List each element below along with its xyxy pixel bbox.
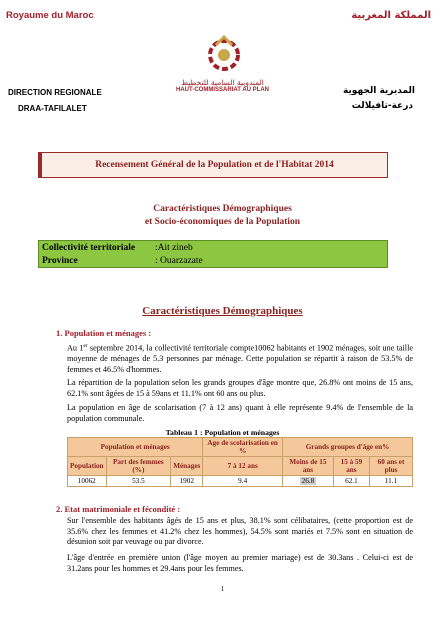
th-moins-15: Moins de 15 ans xyxy=(283,457,334,476)
td-60-plus: 11.1 xyxy=(370,476,413,487)
header-country-ar: المملكة المغربية xyxy=(351,10,431,21)
td-menages: 1902 xyxy=(171,476,203,487)
section-title: Caractéristiques Démographiques xyxy=(142,305,303,317)
th-group-pop-menages: Population et ménages xyxy=(68,438,203,457)
census-title-banner xyxy=(38,152,388,178)
td-moins-15: 26.8 xyxy=(301,477,315,485)
th-group-age: Grands groupes d'âge en% xyxy=(283,438,413,457)
td-7-12: 9.4 xyxy=(203,476,283,487)
td-part-femmes: 53.5 xyxy=(106,476,171,487)
subtitle-line1: Caractéristiques Démographiques xyxy=(153,204,292,214)
logo-arabic-text: المندوبية السامية للتخطيط xyxy=(181,78,264,87)
direction-line2: DRAA-TAFILALET xyxy=(18,104,87,113)
locality-value-province: : Ouarzazate xyxy=(155,256,203,266)
s1-paragraph-3: La population en âge de scolarisation (7 à 12 ans) quant à elle représente 9.4% de l'ensemble de la population communale. xyxy=(67,403,413,423)
page-number: 1 xyxy=(220,585,225,593)
th-menages: Ménages xyxy=(171,457,203,476)
th-15-59: 15 à 59 ans xyxy=(333,457,369,476)
th-60-plus: 60 ans et plus xyxy=(370,457,413,476)
census-title: Recensement Général de la Population et de l'Habitat 2014 xyxy=(95,160,334,170)
table-caption: Tableau 1 : Population et ménages xyxy=(165,428,280,437)
direction-line1: DIRECTION REGIONALE xyxy=(8,88,102,97)
locality-box xyxy=(38,240,388,268)
s1-p1-a: Au 1 xyxy=(67,343,84,353)
s1-paragraph-2: La répartition de la population selon les grands groupes d'âge montre que, 26.8% ont moins de 15 ans, 62.1% sont âgées de 15 à 59ans et 11.1% ont 60 ans ou plus. xyxy=(67,378,413,398)
header-country-fr: Royaume du Maroc xyxy=(6,10,94,21)
td-population: 10062 xyxy=(68,476,107,487)
s2-paragraph-2: L'âge d'entrée en première union (l'âge moyen au premier mariage) est de 30.3ans . Celui-ci est de 31.2ans pour les hommes et 29.4ans pour les femmes. xyxy=(67,553,413,573)
s1-p1-sup: er xyxy=(83,343,88,349)
locality-label-province: Province xyxy=(42,256,78,266)
s1-p1-b: septembre 2014, la collectivité territoriale compte10062 habitants et 1902 ménages, soit une taille moyenne de ménages de 5.3 personnes par ménage. Cette population se répartit à raison de 53.5% de femmes et 46.5% d'hommes. xyxy=(67,343,413,374)
s1-paragraph-1 xyxy=(67,341,413,375)
direction-ar-line1: المديرية الجهوية xyxy=(342,86,415,96)
td-15-59: 62.1 xyxy=(333,476,369,487)
th-population: Population xyxy=(68,457,107,476)
th-part-femmes: Part des femmes (%) xyxy=(106,457,171,476)
locality-label-collectivite: Collectivité territoriale xyxy=(42,243,136,253)
population-table xyxy=(67,437,413,487)
logo-french-text: HAUT-COMMISSARIAT AU PLAN xyxy=(176,87,269,93)
hcp-logo-icon xyxy=(196,33,252,77)
locality-value-collectivite: :Ait zineb xyxy=(155,243,193,253)
th-group-scolarisation: Age de scolarisation en % xyxy=(203,438,283,457)
subtitle-line2: et Socio-économiques de la Population xyxy=(144,217,301,227)
s2-paragraph-1: Sur l'ensemble des habitants âgés de 15 ans et plus, 38.1% sont célibataires, (cette proportion est de 35.6% chez les femmes et 41.2% chez les hommes), 54.5% sont mariés et 7.5% sont en situation de désunion soit par veuvage ou par divorce. xyxy=(67,516,413,546)
th-7-12: 7 à 12 ans xyxy=(203,457,283,476)
direction-ar-line2: درعة-تافيلالت xyxy=(351,101,413,111)
s1-title: 1. Population et ménages : xyxy=(56,328,152,338)
s2-title: 2. Etat matrimoniale et fécondité : xyxy=(56,504,181,514)
